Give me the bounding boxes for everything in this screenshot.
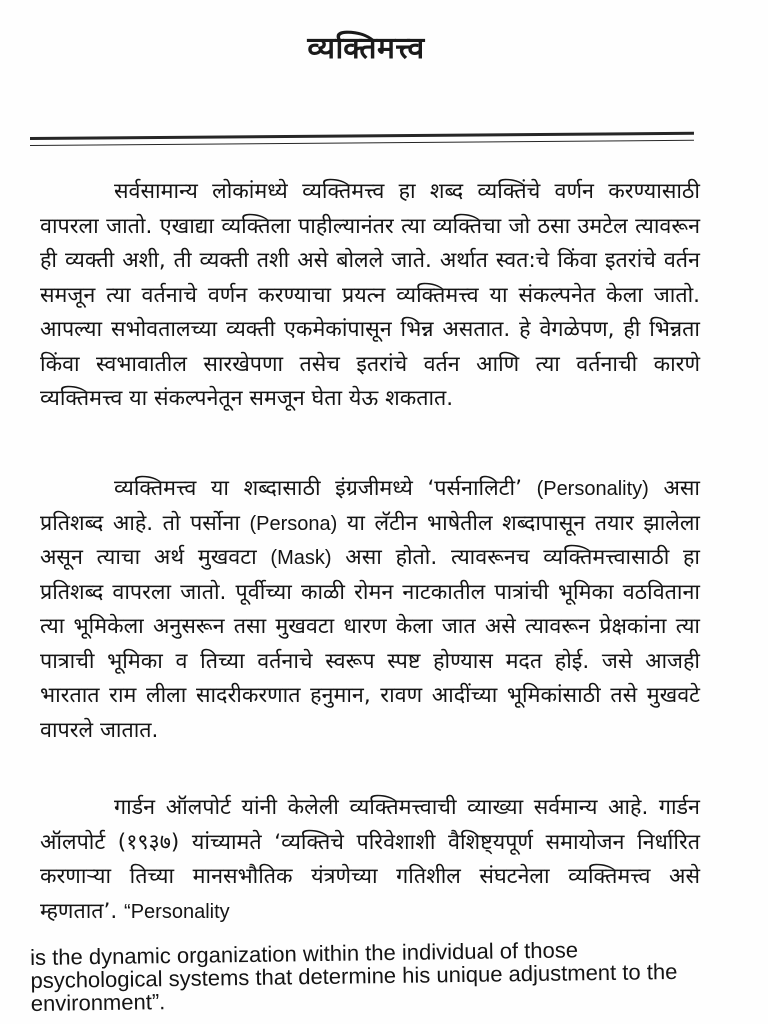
paragraph-3-text: गार्डन ऑलपोर्ट यांनी केलेली व्यक्तिमत्त्वाची व्याख्या सर्वमान्य आहे. गार्डन ऑलपोर्ट (१९३७) यांच्यामते ‘व्यक्तिचे परिवेशाशी वैशिष्ट्यपूर्ण समायोजन निर्धारित करणाऱ्या तिच्या मानसभौतिक यंत्रणेच्या गतिशील संघटनेला व्यक्तिमत्त्व असे म्हणतात’.	[40, 795, 700, 924]
paragraph-2-term-personality: (Personality)	[536, 478, 649, 500]
paragraph-2-text-a: व्यक्तिमत्त्व या शब्दासाठी इंग्रजीमध्ये ‘पर्सनालिटी’	[114, 476, 537, 501]
paragraph-2-term-persona: (Persona)	[249, 512, 338, 535]
paragraph-1: सर्वसामान्य लोकांमध्ये व्यक्तिमत्त्व हा शब्द व्यक्तिंचे वर्णन करण्यासाठी वापरला जातो. एखाद्या व्यक्तिला पाहील्यानंतर त्या व्यक्तिचा जो ठसा उमटेल त्यावरून ही व्यक्ती अशी, ती व्यक्ती तशी असे बोलले जाते. अर्थात स्वत:चे किंवा इतरांचे वर्तन समजून त्या वर्तनाचे वर्णन करण्याचा प्रयत्न व्यक्तिमत्त्व या संकल्पनेत केला जातो. आपल्या सभोवतालच्या व्यक्ती एकमेकांपासून भिन्न असतात. हे वेगळेपण, ही भिन्नता किंवा स्वभावातील सारखेपणा तसेच इतरांचे वर्तन आणि त्या वर्तनाची कारणे व्यक्तिमत्त्व या संकल्पनेतून समजून घेता येऊ शकतात.	[40, 179, 700, 411]
english-definition-quote: is the dynamic organization within the individual of those psychological systems that determine his unique adjustment to the environment”.	[29, 937, 678, 1016]
paragraph-2-text-c: असा प्रतिशब्द आहे. तो पर्सोना	[40, 476, 701, 536]
paragraph-3	[40, 791, 700, 929]
page-title: व्यक्तिमत्त्व	[307, 31, 425, 66]
paragraph-2-term-mask: (Mask)	[270, 547, 332, 569]
paragraph-3-quote-start: “Personality	[124, 900, 230, 923]
title-divider	[30, 132, 694, 140]
paragraph-2	[40, 472, 700, 748]
title-divider-thin	[30, 140, 694, 146]
paragraph-2-text-e: या लॅटीन भाषेतील शब्दापासून तयार झालेला असून त्याचा अर्थ मुखवटा	[40, 510, 700, 570]
paragraph-2-text-g: असा होतो. त्यावरूनच व्यक्तिमत्त्वासाठी हा प्रतिशब्द वापरला जातो. पूर्वीच्या काळी रोमन नाटकातील पात्रांची भूमिका वठविताना त्या भूमिकेला अनुसरून तसा मुखवटा धारण केला जात असे त्यावरून प्रेक्षकांना त्या पात्राची भूमिका व तिच्या वर्तनाचे स्वरूप स्पष्ट होण्यास मदत होई. जसे आजही भारतात राम लीला सादरीकरणात हनुमान, रावण आदींच्या भूमिकांसाठी तसे मुखवटे वापरले जातात.	[40, 545, 701, 743]
